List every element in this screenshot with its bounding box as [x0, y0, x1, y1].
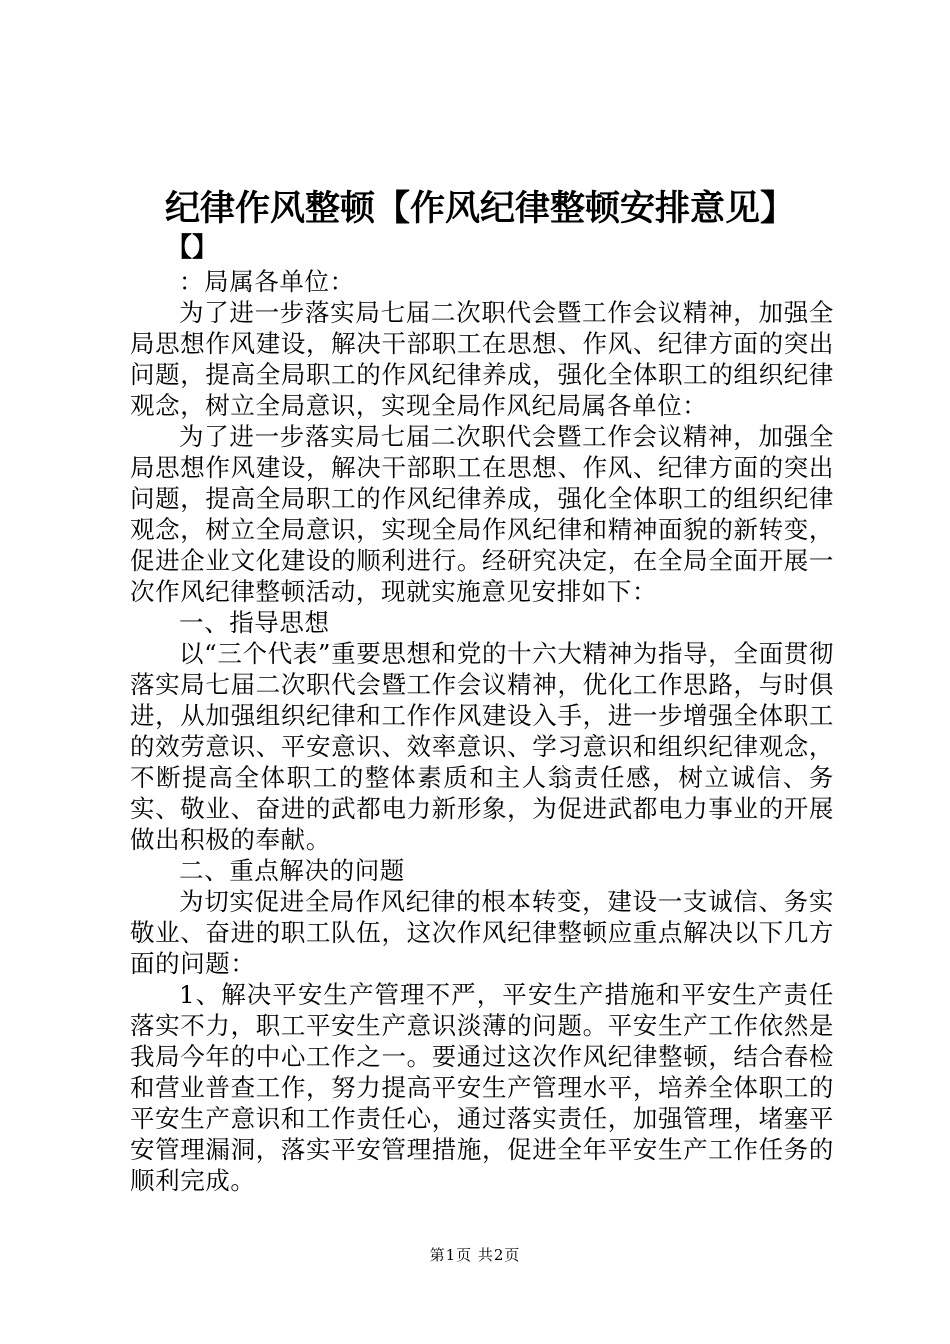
- body-paragraph: 为了进一步落实局七届二次职代会暨工作会议精神，加强全局思想作风建设，解决干部职工在思想、作风、纪律方面的突出问题，提高全局职工的作风纪律养成，强化全体职工的组织纪律观念，树立全局意识，实现全局作风纪律和精神面貌的新转变，促进企业文化建设的顺利进行。经研究决定，在全局全面开展一次作风纪律整顿活动，现就实施意见安排如下：: [130, 422, 834, 606]
- document-body: [130, 266, 834, 1196]
- addressee-line: ：局属各单位：: [179, 267, 355, 296]
- body-paragraph: 为切实促进全局作风纪律的根本转变，建设一支诚信、务实敬业、奋进的职工队伍，这次作风纪律整顿应重点解决以下几方面的问题：: [130, 887, 834, 978]
- document-subtitle: 【】: [166, 233, 219, 263]
- body-paragraph: 1、解决平安生产管理不严，平安生产措施和平安生产责任落实不力，职工平安生产意识淡薄的问题。平安生产工作依然是我局今年的中心工作之一。要通过这次作风纪律整顿，结合春检和营业普查工作，努力提高平安生产管理水平，培养全体职工的平安生产意识和工作责任心，通过落实责任，加强管理，堵塞平安管理漏洞，落实平安管理措施，促进全年平安生产工作任务的顺利完成。: [130, 980, 834, 1195]
- body-paragraph: 为了进一步落实局七届二次职代会暨工作会议精神，加强全局思想作风建设，解决干部职工在思想、作风、纪律方面的突出问题，提高全局职工的作风纪律养成，强化全体职工的组织纪律观念，树立全局意识，实现全局作风纪局属各单位：: [130, 298, 834, 420]
- section-heading-guiding-thought: 一、指导思想: [179, 608, 330, 637]
- page-number-footer: 第1页 共2页: [429, 1246, 521, 1264]
- document-title: 纪律作风整顿【作风纪律整顿安排意见】: [164, 189, 795, 229]
- body-paragraph: 以“三个代表”重要思想和党的十六大精神为指导，全面贯彻落实局七届二次职代会暨工作会议精神，优化工作思路，与时俱进，从加强组织纪律和工作作风建设入手，进一步增强全体职工的效劳意识、平安意识、效率意识、学习意识和组织纪律观念，不断提高全体职工的整体素质和主人翁责任感，树立诚信、务实、敬业、奋进的武都电力新形象，为促进武都电力事业的开展做出积极的奉献。: [130, 639, 834, 854]
- section-heading-key-issues: 二、重点解决的问题: [179, 856, 405, 885]
